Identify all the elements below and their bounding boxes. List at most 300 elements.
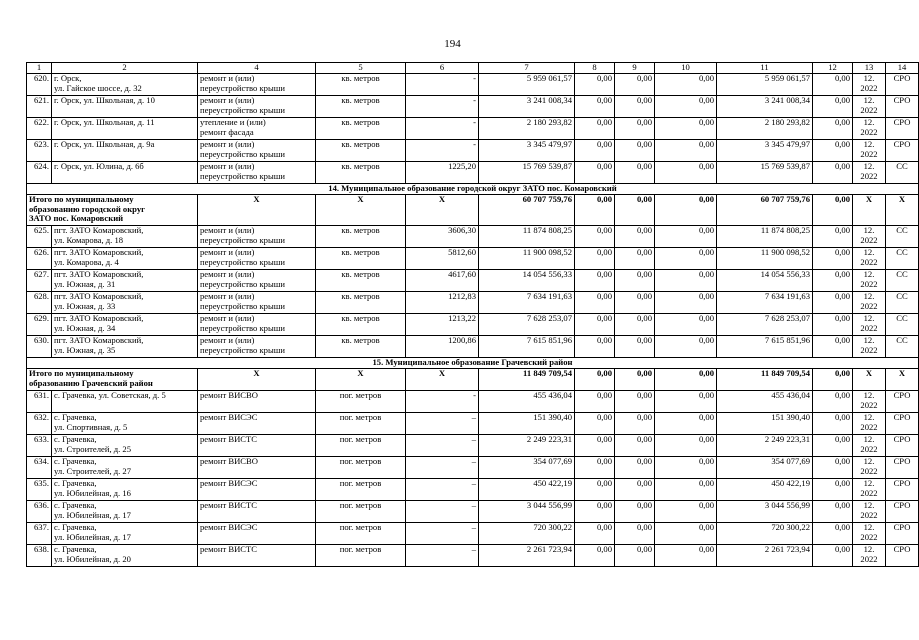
work-type-cell [198, 314, 316, 336]
funding-source-cell-text: СРО [893, 73, 911, 83]
amount-cell [575, 226, 615, 248]
quantity-cell [406, 479, 479, 501]
amount-cell-text: 0,00 [636, 434, 652, 444]
table-row [27, 96, 919, 118]
amount-cell [655, 292, 717, 314]
amount-cell-text: 0,00 [834, 434, 850, 444]
amount-cell-text: 0,00 [698, 73, 714, 83]
amount-cell-text: 0,00 [834, 368, 850, 378]
quantity-cell [406, 248, 479, 270]
amount-cell [575, 391, 615, 413]
amount-cell [813, 195, 853, 226]
total-cost-cell [479, 369, 575, 391]
total-cost-cell [479, 391, 575, 413]
work-type-cell-text: утепление и (или) [200, 117, 266, 127]
quantity-cell [406, 226, 479, 248]
amount-cell [615, 501, 655, 523]
total-label-text: ЗАТО пос. Комаровский [29, 213, 124, 224]
total-cost-cell-text: 11 900 098,52 [522, 247, 572, 257]
completion-date-cell-text: 12. [863, 478, 875, 488]
amount-cell-text: 0,00 [834, 117, 850, 127]
row-number [27, 248, 52, 270]
amount-cell-text: 0,00 [698, 161, 714, 171]
unit-cell-text: кв. метров [341, 269, 380, 279]
table-row [27, 74, 919, 96]
total-cost-cell-text: 60 707 759,76 [522, 194, 572, 204]
amount-cell [575, 369, 615, 391]
regional-cost-cell [717, 413, 813, 435]
table-row [27, 413, 919, 435]
total-cost-cell [479, 140, 575, 162]
work-type-cell-text: переустройство крыши [200, 82, 285, 93]
regional-cost-cell-text: 720 300,22 [771, 522, 810, 532]
row-number-text: 633. [33, 434, 49, 444]
work-type-cell-text: ремонт и (или) [200, 139, 255, 149]
completion-date-cell-text: 2022 [860, 509, 878, 520]
amount-cell [575, 501, 615, 523]
column-number: 11 [717, 63, 813, 74]
address-cell-text: ул. Юбилейная, д. 20 [54, 553, 131, 564]
table-row [27, 457, 919, 479]
row-number-text: 629. [33, 313, 49, 323]
quantity-cell [406, 314, 479, 336]
work-type-cell-text: ремонт и (или) [200, 73, 255, 83]
completion-date-cell-text: 12. [863, 225, 875, 235]
work-type-cell-text: переустройство крыши [200, 234, 285, 245]
amount-cell-text: 0,00 [596, 335, 612, 345]
total-cost-cell [479, 314, 575, 336]
work-type-cell-text: ремонт фасада [200, 126, 254, 137]
funding-source-cell [886, 162, 919, 184]
work-type-cell [198, 292, 316, 314]
regional-cost-cell [717, 545, 813, 567]
total-cost-cell-text: 2 249 223,31 [526, 434, 572, 444]
work-type-cell-text: ремонт ВИСВО [200, 390, 258, 400]
regional-cost-cell-text: 14 054 556,33 [760, 269, 810, 279]
amount-cell [655, 118, 717, 140]
total-cost-cell [479, 96, 575, 118]
completion-date-cell [853, 74, 886, 96]
work-type-cell [198, 457, 316, 479]
quantity-cell [406, 545, 479, 567]
address-cell-text: ул. Южная, д. 34 [54, 322, 116, 333]
amount-cell [575, 74, 615, 96]
amount-cell-text: 0,00 [834, 412, 850, 422]
completion-date-cell-text: 12. [863, 412, 875, 422]
funding-source-cell [886, 391, 919, 413]
regional-cost-cell [717, 435, 813, 457]
amount-cell-text: 0,00 [834, 73, 850, 83]
amount-cell-text: 0,00 [596, 291, 612, 301]
amount-cell [813, 501, 853, 523]
unit-cell-text: пог. метров [339, 478, 382, 488]
completion-date-cell [853, 391, 886, 413]
address-cell-text: ул. Комарова, д. 4 [54, 256, 119, 267]
amount-cell-text: 0,00 [834, 313, 850, 323]
address-cell [52, 96, 198, 118]
work-type-cell [198, 435, 316, 457]
total-cost-cell-text: 11 874 808,25 [522, 225, 572, 235]
regional-cost-cell [717, 457, 813, 479]
total-cost-cell-text: 7 615 851,96 [526, 335, 572, 345]
amount-cell-text: 0,00 [698, 456, 714, 466]
unit-cell-text: кв. метров [341, 247, 380, 257]
row-number-text: 621. [33, 95, 49, 105]
address-cell-text: с. Грачевка, ул. Советская, д. 5 [54, 390, 166, 400]
row-number [27, 74, 52, 96]
funding-source-cell [886, 292, 919, 314]
work-type-cell-text: переустройство крыши [200, 170, 285, 181]
funding-source-cell-text: СРО [893, 412, 911, 422]
funding-source-cell-text: СРО [893, 95, 911, 105]
amount-cell-text: 0,00 [636, 456, 652, 466]
amount-cell-text: 0,00 [636, 335, 652, 345]
completion-date-cell [853, 314, 886, 336]
row-number [27, 413, 52, 435]
address-cell [52, 248, 198, 270]
row-number [27, 226, 52, 248]
work-type-cell [198, 501, 316, 523]
unit-cell [316, 314, 406, 336]
amount-cell [813, 435, 853, 457]
completion-date-cell [853, 545, 886, 567]
amount-cell [615, 336, 655, 358]
funding-source-cell-text: СРО [893, 500, 911, 510]
row-number-text: 632. [33, 412, 49, 422]
regional-cost-cell-text: 2 180 293,82 [764, 117, 810, 127]
amount-cell-text: 0,00 [596, 269, 612, 279]
table-row [27, 226, 919, 248]
total-cost-cell [479, 292, 575, 314]
total-cost-cell-text: 354 077,69 [533, 456, 572, 466]
amount-cell [813, 457, 853, 479]
total-label-text: Итого по муниципальному [29, 368, 134, 378]
municipality-total-row [27, 195, 919, 226]
regional-cost-cell [717, 140, 813, 162]
amount-cell-text: 0,00 [834, 225, 850, 235]
total-cost-cell [479, 74, 575, 96]
regional-cost-cell [717, 195, 813, 226]
amount-cell-text: 0,00 [636, 412, 652, 422]
amount-cell [615, 270, 655, 292]
work-type-cell-text: переустройство крыши [200, 344, 285, 355]
work-type-cell-text: ремонт и (или) [200, 225, 255, 235]
amount-cell-text: 0,00 [636, 291, 652, 301]
table-row [27, 545, 919, 567]
amount-cell [575, 413, 615, 435]
column-number: 10 [655, 63, 717, 74]
amount-cell-text: 0,00 [636, 117, 652, 127]
amount-cell [615, 195, 655, 226]
address-cell [52, 314, 198, 336]
row-number [27, 523, 52, 545]
amount-cell [813, 292, 853, 314]
address-cell [52, 226, 198, 248]
total-x-mark-text: Х [865, 368, 873, 378]
work-type-cell-text: переустройство крыши [200, 300, 285, 311]
amount-cell [655, 457, 717, 479]
completion-date-cell-text: 2022 [860, 421, 878, 432]
address-cell [52, 501, 198, 523]
total-cost-cell-text: 3 345 479,97 [526, 139, 572, 149]
address-cell-text: с. Грачевка, [54, 434, 97, 444]
work-type-cell-text: ремонт и (или) [200, 95, 255, 105]
amount-cell [615, 226, 655, 248]
amount-cell-text: 0,00 [698, 500, 714, 510]
address-cell-text: с. Грачевка, [54, 500, 97, 510]
total-cost-cell [479, 413, 575, 435]
total-cost-cell [479, 226, 575, 248]
amount-cell [575, 479, 615, 501]
regional-cost-cell-text: 11 849 709,54 [761, 368, 810, 378]
amount-cell-text: 0,00 [636, 313, 652, 323]
regional-cost-cell [717, 336, 813, 358]
address-cell-text: пгт. ЗАТО Комаровский, [54, 291, 144, 301]
amount-cell [615, 162, 655, 184]
unit-cell [316, 479, 406, 501]
completion-date-cell-text: 2022 [860, 553, 878, 564]
amount-cell [615, 74, 655, 96]
amount-cell [813, 140, 853, 162]
row-number [27, 270, 52, 292]
total-cost-cell [479, 501, 575, 523]
amount-cell-text: 0,00 [596, 161, 612, 171]
unit-cell-text: пог. метров [339, 500, 382, 510]
unit-cell [316, 413, 406, 435]
row-number-text: 631. [33, 390, 49, 400]
amount-cell-text: 0,00 [636, 368, 652, 378]
row-number-text: 634. [33, 456, 49, 466]
table-row [27, 479, 919, 501]
funding-source-cell [886, 74, 919, 96]
address-cell [52, 479, 198, 501]
amount-cell-text: 0,00 [698, 139, 714, 149]
amount-cell-text: 0,00 [834, 194, 850, 204]
amount-cell [575, 195, 615, 226]
table-row [27, 248, 919, 270]
work-type-cell [198, 336, 316, 358]
address-cell-text: ул. Гайское шоссе, д. 32 [54, 82, 142, 93]
total-cost-cell-text: 2 180 293,82 [526, 117, 572, 127]
funding-source-cell-text: СС [896, 269, 908, 279]
unit-cell-text: кв. метров [341, 139, 380, 149]
quantity-cell [406, 413, 479, 435]
address-cell [52, 118, 198, 140]
funding-source-cell-text: СС [896, 225, 908, 235]
amount-cell-text: 0,00 [596, 412, 612, 422]
quantity-cell-text: – [471, 522, 476, 532]
total-x-mark [853, 369, 886, 391]
quantity-cell [406, 74, 479, 96]
unit-cell-text: пог. метров [339, 456, 382, 466]
completion-date-cell-text: 12. [863, 95, 875, 105]
amount-cell [813, 248, 853, 270]
municipality-total-row [27, 369, 919, 391]
amount-cell [615, 118, 655, 140]
funding-source-cell-text: СС [896, 161, 908, 171]
funding-source-cell-text: СС [896, 313, 908, 323]
work-type-cell-text: ремонт ВИСТС [200, 544, 258, 554]
work-type-cell-text: ремонт ВИСЭС [200, 478, 258, 488]
work-type-cell-text: ремонт ВИСТС [200, 434, 258, 444]
amount-cell [655, 226, 717, 248]
amount-cell-text: 0,00 [596, 73, 612, 83]
regional-cost-cell [717, 118, 813, 140]
completion-date-cell [853, 501, 886, 523]
work-type-cell [198, 391, 316, 413]
amount-cell [813, 74, 853, 96]
total-x-mark-text: Х [438, 194, 446, 204]
total-cost-cell-text: 151 390,40 [533, 412, 572, 422]
regional-cost-cell [717, 96, 813, 118]
amount-cell [813, 314, 853, 336]
row-number [27, 96, 52, 118]
table-row [27, 118, 919, 140]
completion-date-cell-text: 2022 [860, 487, 878, 498]
amount-cell [575, 248, 615, 270]
amount-cell [813, 96, 853, 118]
amount-cell-text: 0,00 [596, 139, 612, 149]
funding-source-cell-text: СС [896, 291, 908, 301]
amount-cell-text: 0,00 [834, 139, 850, 149]
work-type-cell-text: ремонт ВИСВО [200, 456, 258, 466]
amount-cell [615, 523, 655, 545]
unit-cell-text: кв. метров [341, 161, 380, 171]
completion-date-cell [853, 162, 886, 184]
work-type-cell-text: ремонт ВИСЭС [200, 522, 258, 532]
unit-cell-text: пог. метров [339, 412, 382, 422]
regional-cost-cell-text: 3 044 556,99 [764, 500, 810, 510]
funding-source-cell [886, 270, 919, 292]
amount-cell [655, 248, 717, 270]
total-cost-cell-text: 2 261 723,94 [526, 544, 572, 554]
row-number [27, 479, 52, 501]
amount-cell [575, 314, 615, 336]
amount-cell [615, 545, 655, 567]
amount-cell [575, 140, 615, 162]
total-cost-cell-text: 7 628 253,07 [526, 313, 572, 323]
address-cell [52, 523, 198, 545]
regional-cost-cell-text: 3 241 008,34 [764, 95, 810, 105]
regional-cost-cell [717, 74, 813, 96]
amount-cell-text: 0,00 [596, 247, 612, 257]
amount-cell-text: 0,00 [636, 95, 652, 105]
total-x-mark [853, 195, 886, 226]
amount-cell-text: 0,00 [596, 522, 612, 532]
unit-cell [316, 118, 406, 140]
address-cell [52, 74, 198, 96]
unit-cell [316, 523, 406, 545]
completion-date-cell-text: 2022 [860, 399, 878, 410]
amount-cell-text: 0,00 [698, 269, 714, 279]
total-label-text: Итого по муниципальному [29, 194, 134, 204]
address-cell-text: г. Орск, ул. Школьная, д. 11 [54, 117, 155, 127]
amount-cell [655, 369, 717, 391]
amount-cell [615, 435, 655, 457]
regional-cost-cell-text: 11 874 808,25 [760, 225, 810, 235]
total-cost-cell-text: 3 044 556,99 [526, 500, 572, 510]
total-x-mark-text: Х [898, 368, 906, 378]
row-number-text: 620. [33, 73, 49, 83]
amount-cell-text: 0,00 [834, 478, 850, 488]
completion-date-cell [853, 96, 886, 118]
quantity-cell-text: - [473, 117, 476, 127]
regional-cost-cell-text: 354 077,69 [771, 456, 810, 466]
address-cell-text: с. Грачевка, [54, 544, 97, 554]
amount-cell-text: 0,00 [698, 95, 714, 105]
total-cost-cell [479, 479, 575, 501]
column-number: 8 [575, 63, 615, 74]
funding-source-cell [886, 118, 919, 140]
completion-date-cell-text: 12. [863, 73, 875, 83]
quantity-cell-text: – [471, 412, 476, 422]
quantity-cell [406, 270, 479, 292]
funding-source-cell [886, 336, 919, 358]
funding-source-cell [886, 501, 919, 523]
unit-cell [316, 336, 406, 358]
amount-cell [575, 162, 615, 184]
unit-cell [316, 96, 406, 118]
funding-source-cell-text: СС [896, 335, 908, 345]
section-title-text: 14. Муниципальное образование городской округ ЗАТО пос. Комаровский [328, 183, 617, 193]
quantity-cell [406, 118, 479, 140]
amount-cell [813, 118, 853, 140]
amount-cell-text: 0,00 [636, 225, 652, 235]
completion-date-cell [853, 435, 886, 457]
work-type-cell-text: ремонт ВИСЭС [200, 412, 258, 422]
amount-cell-text: 0,00 [834, 269, 850, 279]
funding-source-cell-text: СРО [893, 456, 911, 466]
address-cell-text: ул. Строителей, д. 27 [54, 465, 132, 476]
column-number: 12 [813, 63, 853, 74]
amount-cell-text: 0,00 [698, 478, 714, 488]
amount-cell-text: 0,00 [596, 117, 612, 127]
amount-cell [813, 226, 853, 248]
completion-date-cell [853, 226, 886, 248]
amount-cell-text: 0,00 [636, 390, 652, 400]
completion-date-cell [853, 140, 886, 162]
work-type-cell-text: ремонт и (или) [200, 291, 255, 301]
address-cell [52, 336, 198, 358]
completion-date-cell-text: 12. [863, 247, 875, 257]
completion-date-cell-text: 2022 [860, 278, 878, 289]
work-type-cell-text: ремонт и (или) [200, 313, 255, 323]
amount-cell [615, 479, 655, 501]
amount-cell [813, 545, 853, 567]
amount-cell-text: 0,00 [636, 500, 652, 510]
address-cell-text: с. Грачевка, [54, 478, 97, 488]
work-type-cell [198, 270, 316, 292]
completion-date-cell-text: 12. [863, 117, 875, 127]
total-cost-cell-text: 3 241 008,34 [526, 95, 572, 105]
regional-cost-cell-text: 11 900 098,52 [760, 247, 810, 257]
amount-cell-text: 0,00 [636, 194, 652, 204]
regional-cost-cell [717, 501, 813, 523]
amount-cell-text: 0,00 [834, 161, 850, 171]
amount-cell-text: 0,00 [834, 500, 850, 510]
amount-cell-text: 0,00 [834, 291, 850, 301]
register-body [27, 63, 919, 567]
row-number [27, 314, 52, 336]
amount-cell-text: 0,00 [834, 456, 850, 466]
amount-cell-text: 0,00 [698, 412, 714, 422]
quantity-cell-text: - [473, 95, 476, 105]
unit-cell-text: кв. метров [341, 291, 380, 301]
quantity-cell-text: 1200,86 [448, 335, 476, 345]
total-x-mark-text: Х [357, 194, 364, 204]
work-type-cell [198, 162, 316, 184]
quantity-cell-text: – [471, 500, 476, 510]
